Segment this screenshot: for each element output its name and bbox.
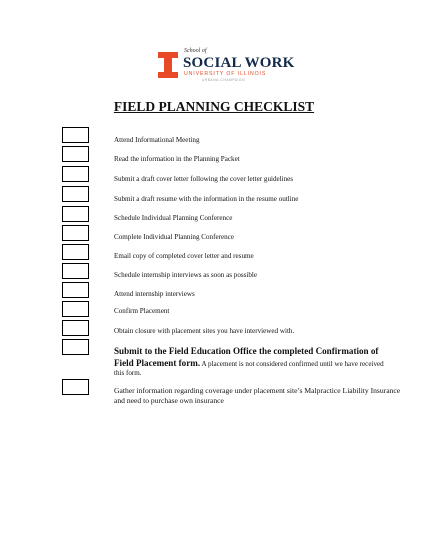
school-logo	[158, 48, 295, 82]
checklist-item-label: Confirm Placement	[114, 307, 170, 315]
logo-location: URBANA-CHAMPAIGN	[202, 78, 246, 82]
logo-school-of: School of	[184, 48, 207, 54]
checkbox-schedule-conference[interactable]	[62, 206, 89, 222]
checkbox-draft-cover-letter[interactable]	[62, 166, 89, 182]
checklist-item-label: Obtain closure with placement sites you have interviewed with.	[114, 327, 295, 335]
checkbox-draft-resume[interactable]	[62, 186, 89, 202]
logo-social-work: SOCIAL WORK	[183, 55, 295, 71]
checklist-item-label: Email copy of completed cover letter and resume	[114, 252, 254, 260]
block-i-icon	[158, 52, 178, 78]
checkbox-confirm-placement[interactable]	[62, 301, 89, 317]
page-title: FIELD PLANNING CHECKLIST	[113, 99, 315, 114]
checkbox-complete-conference[interactable]	[62, 225, 89, 241]
checkbox-attend-interviews[interactable]	[62, 282, 89, 298]
submit-form-item	[114, 346, 384, 379]
checklist-item-label: Attend internship interviews	[114, 290, 195, 298]
checklist-item-label: Submit a draft cover letter following the cover letter guidelines	[114, 175, 294, 183]
insurance-item: Gather information regarding coverage under placement site’s Malpractice Liability Insurance and need to purchase own insurance	[114, 386, 401, 405]
checkbox-schedule-interviews[interactable]	[62, 263, 89, 279]
checklist-item-label: Submit a draft resume with the information in the resume outline	[114, 195, 299, 203]
checklist-item-label: Read the information in the Planning Packet	[114, 155, 240, 163]
checkbox-read-packet[interactable]	[62, 146, 89, 162]
logo-university: UNIVERSITY OF ILLINOIS	[184, 71, 267, 77]
submit-form-bold-text: Submit to the Field Education Office the completed Confirmation of Field Placement form.	[114, 346, 379, 368]
checkbox-submit-form[interactable]	[62, 339, 89, 355]
checklist-item-label: Complete Individual Planning Conference	[114, 233, 234, 241]
checklist-item-label: Schedule Individual Planning Conference	[114, 214, 233, 222]
checklist-item-label: Attend Informational Meeting	[114, 136, 200, 144]
checkbox-email-copy[interactable]	[62, 244, 89, 260]
submit-form-normal-text: A placement is not considered confirmed until we have received this form.	[114, 359, 384, 377]
checkbox-attend-meeting[interactable]	[62, 127, 89, 143]
checkbox-obtain-closure[interactable]	[62, 320, 89, 336]
checklist-item-label: Schedule internship interviews as soon as possible	[114, 271, 258, 279]
checkbox-insurance[interactable]	[62, 379, 89, 395]
